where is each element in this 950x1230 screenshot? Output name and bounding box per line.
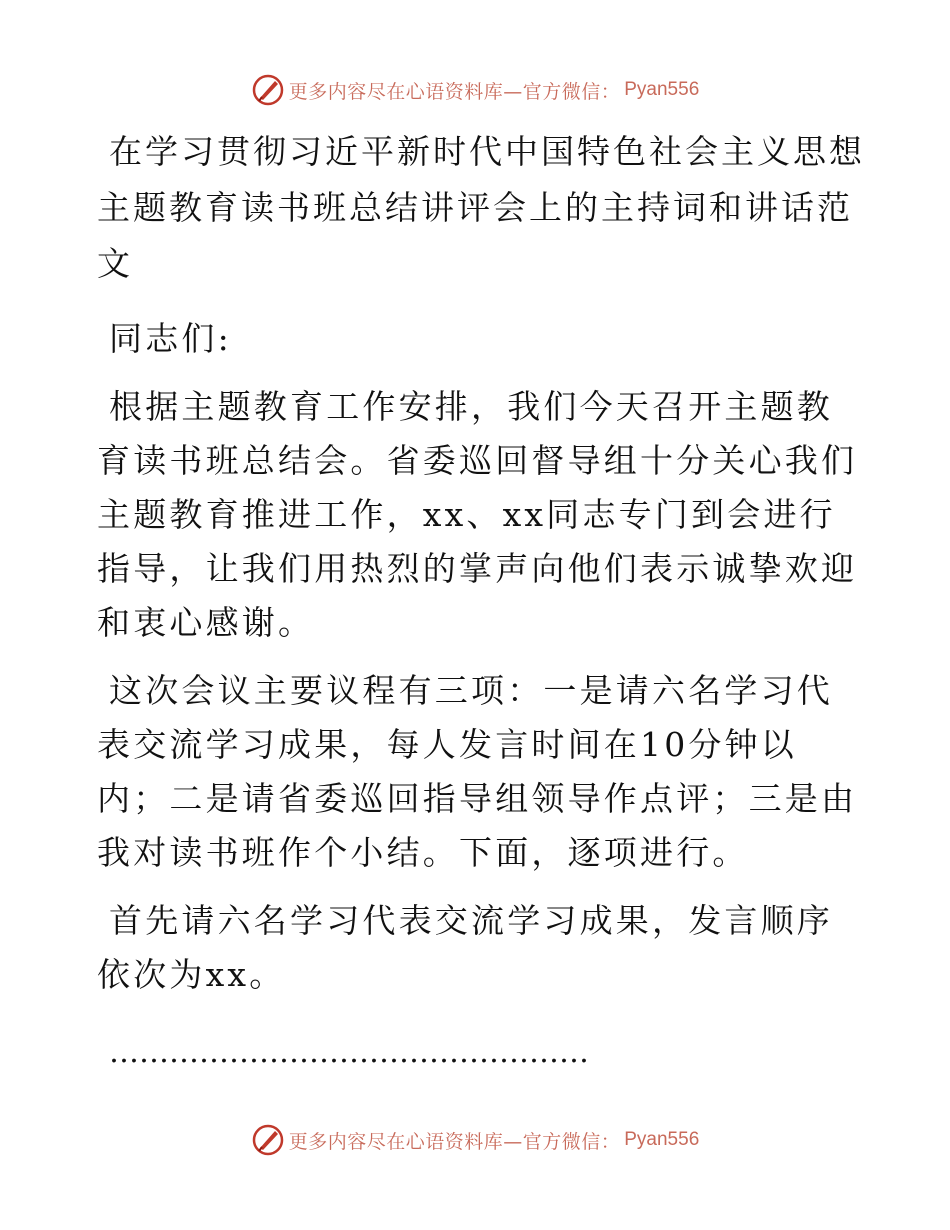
- watermark-handle: Pyan556: [624, 1129, 700, 1150]
- paragraph-2: 这次会议主要议程有三项：一是请六名学习代表交流学习成果，每人发言时间在10分钟以内；二是请省委巡回指导组领导作点评；三是由我对读书班作个小结。下面，逐项进行。: [97, 671, 858, 872]
- watermark-footer: [0, 1120, 950, 1160]
- watermark-handle: Pyan556: [624, 79, 700, 100]
- paragraph-3: 首先请六名学习代表交流学习成果，发言顺序依次为xx。: [97, 901, 833, 994]
- title-line-2: 主题教育读书班总结讲评会上的主持词和讲话范文: [97, 188, 853, 283]
- title-line-1: 在学习贯彻习近平新时代中国特色社会主义思想: [109, 132, 865, 171]
- ellipsis-divider: …………………………………………: [109, 1035, 589, 1070]
- quill-pen-logo-icon: [251, 1123, 285, 1157]
- salutation: 同志们:: [109, 319, 232, 358]
- watermark-text: 更多内容尽在心语资料库—官方微信：: [288, 1130, 621, 1153]
- watermark-header: [0, 70, 950, 110]
- quill-pen-logo-icon: [251, 73, 285, 107]
- document-title: [97, 124, 867, 292]
- watermark-text: 更多内容尽在心语资料库—官方微信：: [288, 80, 621, 103]
- document-body: [97, 124, 867, 1080]
- paragraph-1: 根据主题教育工作安排，我们今天召开主题教育读书班总结会。省委巡回督导组十分关心我们主题教育推进工作，xx、xx同志专门到会进行指导，让我们用热烈的掌声向他们表示诚挚欢迎和衷心感谢。: [97, 387, 858, 642]
